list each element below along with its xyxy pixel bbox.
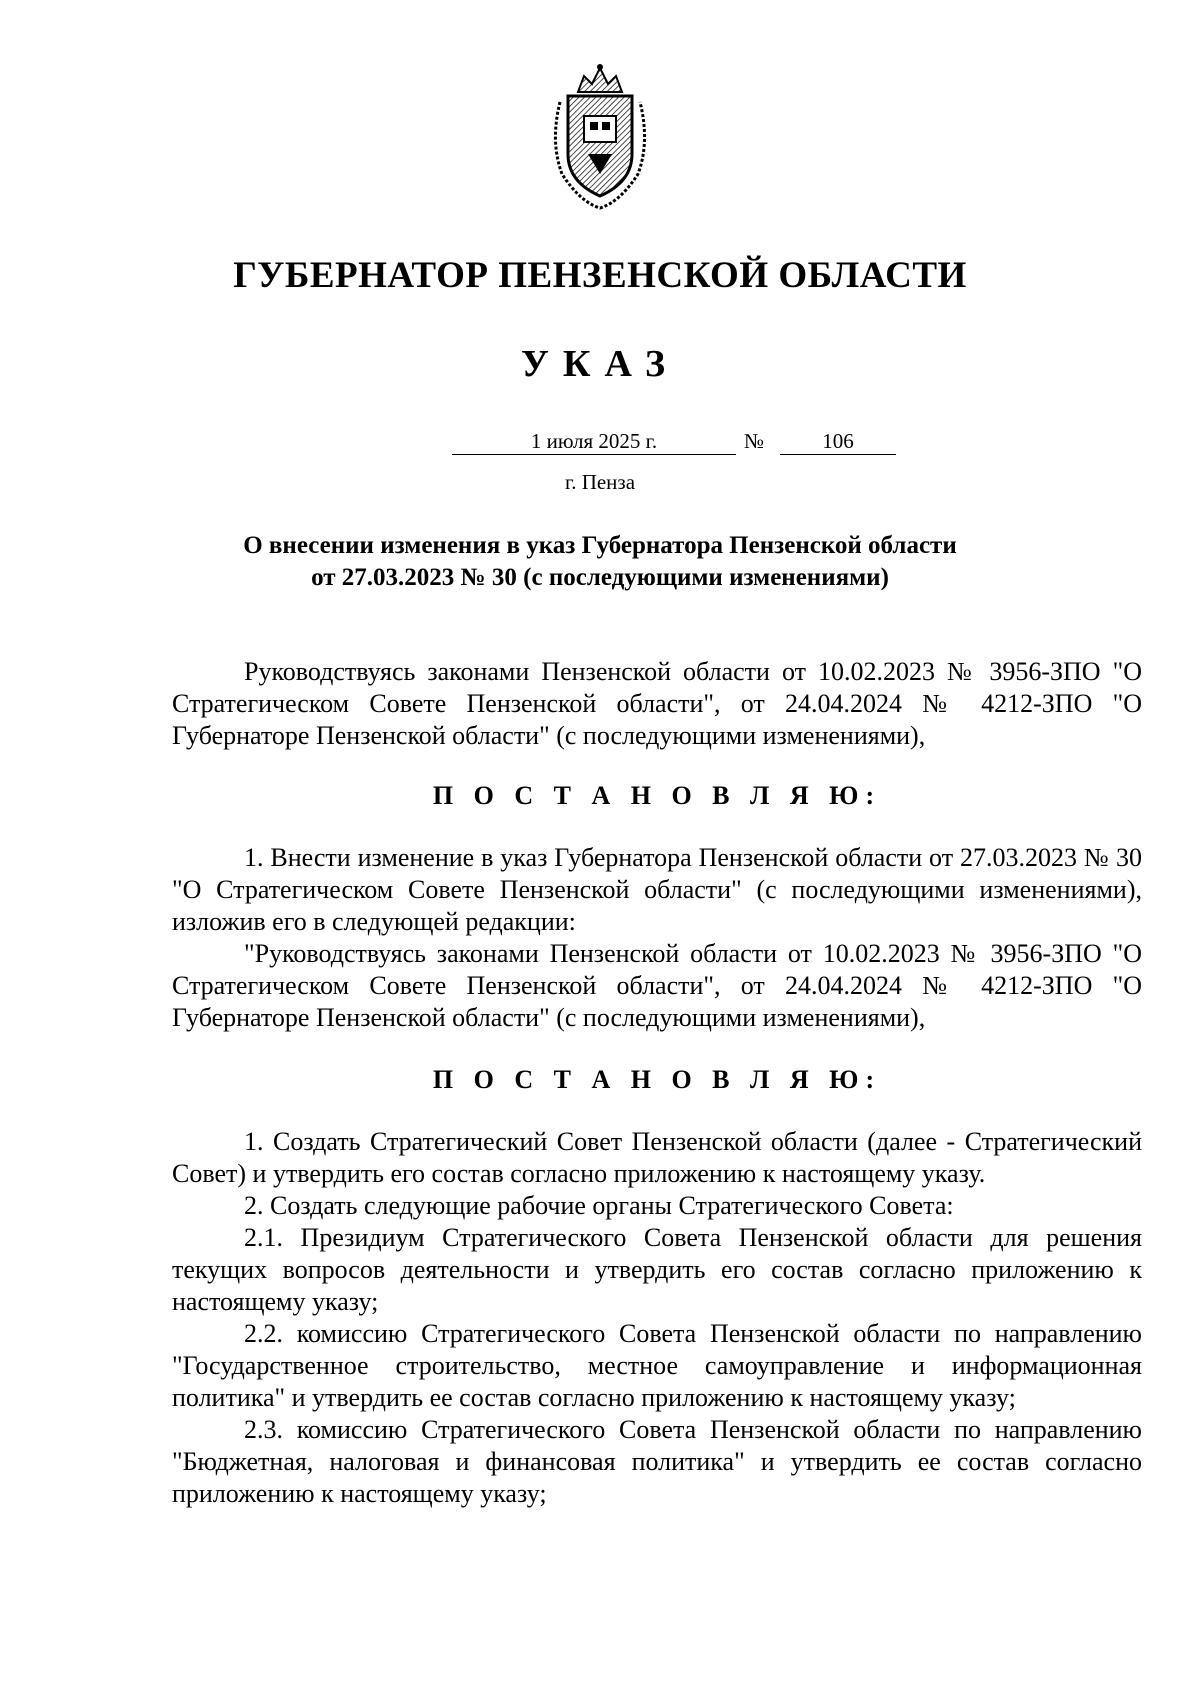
document-number: 106 bbox=[780, 428, 896, 455]
subject-line-2: от 27.03.2023 № 30 (с последующими изменениями) bbox=[311, 564, 889, 591]
item-1: 1. Внести изменение в указ Губернатора Пензенской области от 27.03.2023 № 30 "О Стратегическом Совете Пензенской области" (с последующими изменениями), изложив его в следующей редакции: bbox=[172, 843, 1142, 936]
decree-heading-quoted: П О С Т А Н О В Л Я Ю: bbox=[432, 1065, 882, 1094]
preamble: Руководствуясь законами Пензенской области от 10.02.2023 № 3956-ЗПО "О Стратегическом Совете Пензенской области", от 24.04.2024 № 4212-ЗПО "О Губернаторе Пензенской области" (с последующими изменениями), bbox=[172, 657, 1142, 750]
document-type: УКАЗ bbox=[521, 343, 679, 385]
coat-of-arms-icon bbox=[540, 62, 660, 212]
document-subject bbox=[180, 530, 1020, 594]
city: г. Пенза bbox=[564, 470, 636, 494]
quoted-item-2-2: 2.2. комиссию Стратегического Совета Пензенской области по направлению "Государственное строительство, местное самоуправление и информационная политика" и утвердить ее состав согласно приложению к настоящему указу; bbox=[172, 1319, 1142, 1412]
issuing-authority: ГУБЕРНАТОР ПЕНЗЕНСКОЙ ОБЛАСТИ bbox=[233, 255, 967, 296]
quoted-item-1: 1. Создать Стратегический Совет Пензенской области (далее - Стратегический Совет) и утвердить его состав согласно приложению к настоящему указу. bbox=[172, 1127, 1142, 1188]
subject-line-1: О внесении изменения в указ Губернатора Пензенской области bbox=[243, 532, 957, 559]
quoted-item-2-3: 2.3. комиссию Стратегического Совета Пензенской области по направлению "Бюджетная, налоговая и финансовая политика" и утвердить ее состав согласно приложению к настоящему указу; bbox=[172, 1415, 1142, 1508]
quoted-item-2-1: 2.1. Президиум Стратегического Совета Пензенской области для решения текущих вопросов деятельности и утвердить его состав согласно приложению к настоящему указу; bbox=[172, 1223, 1142, 1316]
quoted-preamble: "Руководствуясь законами Пензенской области от 10.02.2023 № 3956-ЗПО "О Стратегическом Совете Пензенской области", от 24.04.2024 № 4212-ЗПО "О Губернаторе Пензенской области" (с последующими изменениями), bbox=[172, 939, 1142, 1032]
document-date: 1 июля 2025 г. bbox=[452, 428, 736, 455]
decree-heading: П О С Т А Н О В Л Я Ю: bbox=[432, 781, 882, 810]
quoted-item-2: 2. Создать следующие рабочие органы Стратегического Совета: bbox=[244, 1191, 954, 1220]
document-body bbox=[172, 656, 1142, 1510]
number-sign: № bbox=[744, 429, 765, 453]
